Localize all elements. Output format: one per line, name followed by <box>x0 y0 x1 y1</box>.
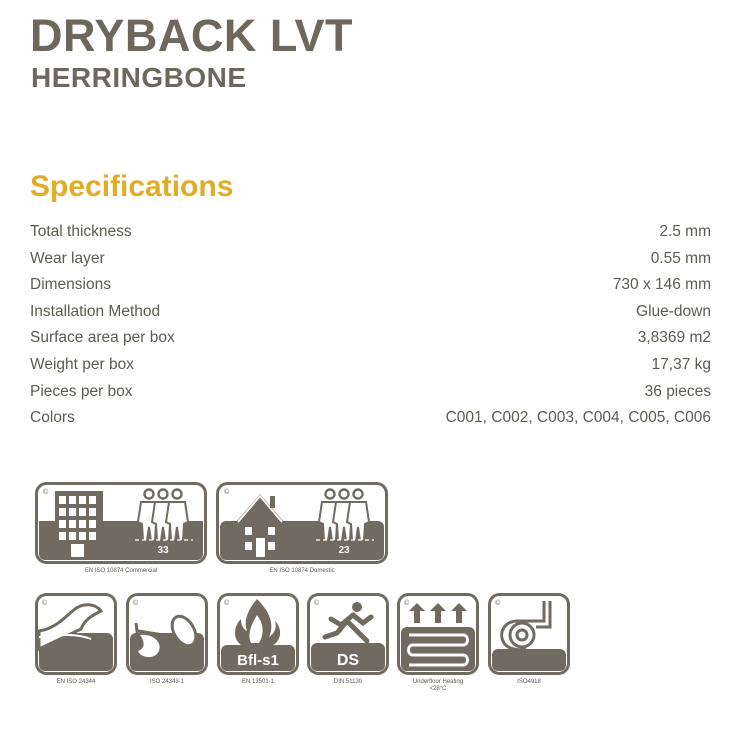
svg-text:©: © <box>133 600 139 607</box>
spec-row <box>30 246 711 273</box>
svg-text:Bfl-s1: Bfl-s1 <box>237 652 279 669</box>
svg-text:©: © <box>314 600 320 607</box>
spec-value: 730 x 146 mm <box>612 276 711 294</box>
svg-text:33: 33 <box>157 545 169 556</box>
heating-caption-line2: <28°C <box>429 686 447 692</box>
commercial-building-icon <box>35 482 207 564</box>
flexibility-caption: EN ISO 24344 <box>56 679 96 685</box>
slip-caption: DIN 51130 <box>333 679 363 685</box>
castor-chair-icon <box>488 593 570 675</box>
spec-row <box>30 219 711 246</box>
heating-caption-line1: Underfloor Heating <box>412 679 464 685</box>
spec-value: C001, C002, C003, C004, C005, C006 <box>445 409 711 427</box>
flexibility-icon <box>35 593 117 675</box>
fire-rating-icon <box>217 593 299 675</box>
glass-caption: ISO 24343-1 <box>149 679 185 685</box>
svg-text:©: © <box>404 600 410 607</box>
spec-row <box>30 325 711 352</box>
castor-caption: ISO4918 <box>517 679 541 685</box>
spec-label: Pieces per box <box>30 382 133 400</box>
underfloor-heating-icon <box>397 593 479 675</box>
slip-resistance-icon <box>307 593 389 675</box>
spec-label: Weight per box <box>30 355 134 373</box>
spec-row <box>30 405 711 432</box>
domestic-house-icon <box>216 482 388 564</box>
spec-value: Glue-down <box>636 302 711 320</box>
spec-label: Dimensions <box>30 276 111 294</box>
spec-value: 17,37 kg <box>651 355 711 373</box>
spec-label: Installation Method <box>30 302 161 320</box>
spec-label: Total thickness <box>30 223 132 240</box>
domestic-caption: EN ISO 10874 Domestic <box>269 568 335 574</box>
spec-label: Wear layer <box>30 249 105 267</box>
svg-text:©: © <box>495 600 501 607</box>
specifications-table <box>30 219 711 432</box>
svg-text:©: © <box>42 600 48 607</box>
spec-row <box>30 272 711 299</box>
spec-row <box>30 379 711 406</box>
spec-value: 0.55 mm <box>650 249 711 267</box>
svg-text:©: © <box>43 489 49 496</box>
spec-value: 36 pieces <box>644 382 711 400</box>
product-title: DRYBACK LVT <box>30 10 353 61</box>
svg-text:DS: DS <box>336 652 360 669</box>
spec-row <box>30 352 711 379</box>
commercial-caption: EN ISO 10874 Commercial <box>84 568 158 574</box>
spec-label: Colors <box>30 409 75 427</box>
heating-caption <box>397 679 479 693</box>
svg-text:©: © <box>224 489 230 496</box>
fire-caption: EN 13501-1 <box>241 679 275 685</box>
spec-label: Surface area per box <box>30 329 175 347</box>
svg-text:©: © <box>224 600 230 607</box>
residual-indentation-glass-icon <box>126 593 208 675</box>
spec-row <box>30 299 711 326</box>
svg-text:23: 23 <box>338 545 350 556</box>
spec-value: 2.5 mm <box>659 223 711 240</box>
product-subtitle: HERRINGBONE <box>31 62 247 93</box>
specifications-heading: Specifications <box>30 170 234 203</box>
spec-value: 3,8369 m2 <box>637 329 711 347</box>
